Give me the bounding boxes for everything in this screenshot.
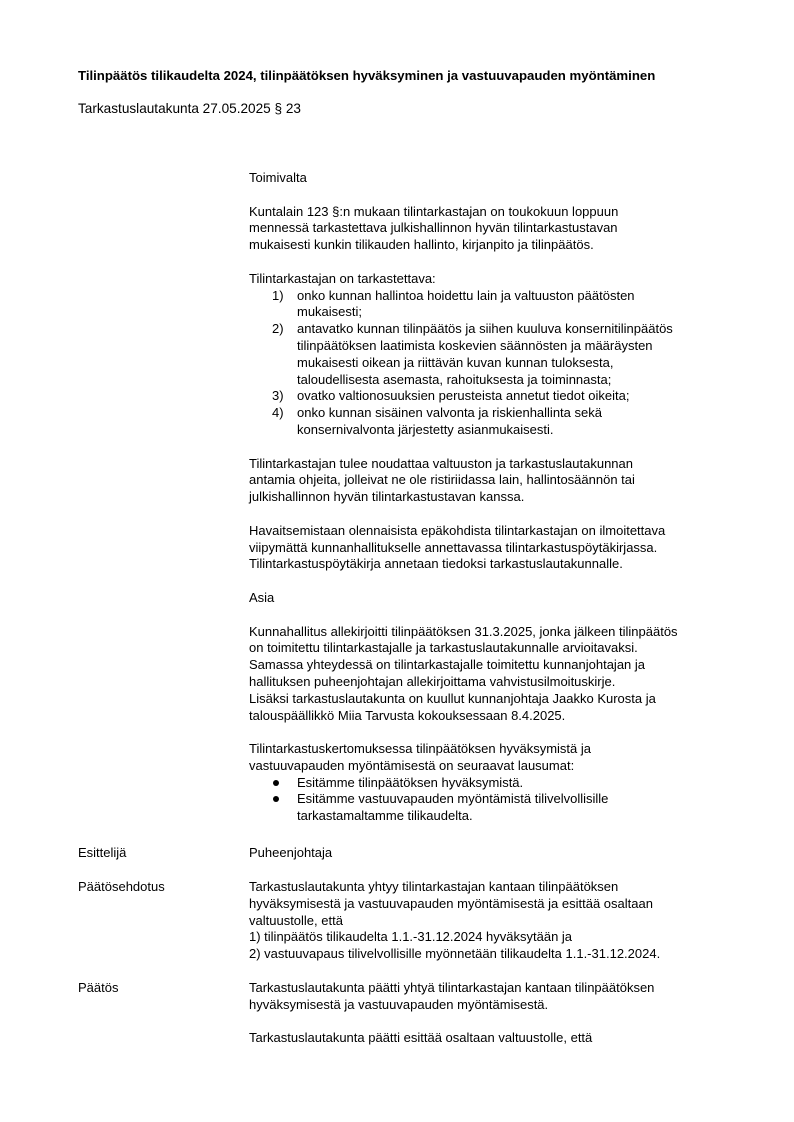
text-line: Havaitsemistaan olennaisista epäkohdista tilintarkastajan on ilmoitettava <box>249 522 666 538</box>
text-line: hyväksymisestä ja vastuuvapauden myöntämisestä ja esittää osaltaan <box>249 895 653 911</box>
list-item <box>249 288 749 322</box>
text-line: mukaisesti kunkin tilikauden hallinto, kirjanpito ja tilinpäätös. <box>249 237 594 253</box>
paragraph-paatos-1 <box>249 980 749 1014</box>
list-item <box>249 791 749 825</box>
meeting-reference: Tarkastuslautakunta 27.05.2025 § 23 <box>78 101 301 116</box>
text-line: viipymättä kunnanhallitukselle annettavassa tilintarkastuspöytäkirjassa. <box>249 539 658 555</box>
list-item <box>249 775 749 792</box>
document-title: Tilinpäätös tilikaudelta 2024, tilinpäätöksen hyväksyminen ja vastuuvapauden myöntäminen <box>78 68 656 83</box>
text-line: konsernivalvonta järjestetty asianmukaisesti. <box>297 421 554 437</box>
text-line: tilinpäätöksen laatimista koskevien säännösten ja määräysten <box>297 337 653 353</box>
text-line: Lisäksi tarkastuslautakunta on kuullut kunnanjohtaja Jaakko Kurosta ja <box>249 690 656 706</box>
text-line: vastuuvapauden myöntämisestä on seuraavat lausumat: <box>249 757 575 773</box>
list-item <box>249 405 749 439</box>
text-line: antavatko kunnan tilinpäätös ja siihen kuuluva konsernitilinpäätös <box>297 321 673 337</box>
text-line: onko kunnan hallintoa hoidettu lain ja valtuuston päätösten <box>297 287 635 303</box>
paragraph-epakohdat <box>249 523 749 573</box>
bullet-icon <box>273 796 279 802</box>
section-heading-asia: Asia <box>249 589 275 605</box>
label-paatos: Päätös <box>78 980 119 995</box>
paragraph-ohjeet <box>249 456 749 506</box>
text-line: Samassa yhteydessä on tilintarkastajalle toimitettu kunnanjohtajan ja <box>249 657 646 673</box>
paragraph-allekirjoitus <box>249 624 749 725</box>
text-line: 1) tilinpäätös tilikaudelta 1.1.-31.12.2024 hyväksytään ja <box>249 929 573 945</box>
text-line: antamia ohjeita, jolleivat ne ole ristiriidassa lain, hallintosäännön tai <box>249 472 635 488</box>
text-line: Tilintarkastuspöytäkirja annetaan tiedoksi tarkastuslautakunnalle. <box>249 556 623 572</box>
text-line: valtuustolle, että <box>249 912 343 928</box>
text-line: Tarkastuslautakunta päätti esittää osaltaan valtuustolle, että <box>249 1030 593 1046</box>
value-paatosehdotus <box>249 879 749 963</box>
text-line: Tilintarkastuskertomuksessa tilinpäätöksen hyväksymistä ja <box>249 741 591 757</box>
label-paatosehdotus: Päätösehdotus <box>78 879 165 894</box>
list-number: 1) <box>272 287 284 303</box>
bullet-icon <box>273 780 279 786</box>
text-line: Tarkastuslautakunta päätti yhtyä tilintarkastajan kantaan tilinpäätöksen <box>249 980 655 995</box>
list-number: 3) <box>272 388 284 404</box>
text-line: on toimitettu tilintarkastajalle ja tarkastuslautakunnalle arvioitavaksi. <box>249 640 638 656</box>
text-line: hallituksen puheenjohtajan allekirjoittama vahvistusilmoituskirje. <box>249 673 616 689</box>
text-line: mukaisesti; <box>297 304 363 320</box>
text-line: Esitämme vastuuvapauden myöntämistä tilivelvollisille <box>297 791 609 807</box>
value-paatos <box>249 980 749 1047</box>
text-line: Kuntalain 123 §:n mukaan tilintarkastajan on toukokuun loppuun <box>249 203 619 219</box>
text-line: Tarkastuslautakunta yhtyy tilintarkastajan kantaan tilinpäätöksen <box>249 879 619 894</box>
audit-items-list <box>249 288 749 439</box>
text-line: taloudellisesta asemasta, rahoituksesta ja toiminnasta; <box>297 371 612 387</box>
text-line: mukaisesti oikean ja riittävän kuvan kunnan tuloksesta, <box>297 354 614 370</box>
text-line: ovatko valtionosuuksien perusteista annetut tiedot oikeita; <box>297 388 630 404</box>
paragraph-lausumat <box>249 741 749 775</box>
main-content <box>249 170 749 825</box>
text-line: talouspäällikkö Miia Tarvusta kokouksessaan 8.4.2025. <box>249 707 566 723</box>
list-intro: Tilintarkastajan on tarkastettava: <box>249 270 436 286</box>
list-number: 4) <box>272 405 284 421</box>
list-item <box>249 321 749 388</box>
text-line: hyväksymisestä ja vastuuvapauden myöntämisestä. <box>249 996 549 1012</box>
text-line: julkishallinnon hyvän tilintarkastustavan kanssa. <box>249 489 525 505</box>
paragraph-paatos-2 <box>249 1030 749 1047</box>
text-line: Kunnahallitus allekirjoitti tilinpäätöksen 31.3.2025, jonka jälkeen tilinpäätös <box>249 623 678 639</box>
paragraph-kuntalaki <box>249 204 749 254</box>
text-line: tarkastamaltamme tilikaudelta. <box>297 808 473 824</box>
value-esittelija: Puheenjohtaja <box>249 845 333 860</box>
text-line: onko kunnan sisäinen valvonta ja riskienhallinta sekä <box>297 405 602 421</box>
list-item <box>249 388 749 405</box>
text-line: Esitämme tilinpäätöksen hyväksymistä. <box>297 774 524 790</box>
section-heading-toimivalta: Toimivalta <box>249 170 307 185</box>
text-line: Tilintarkastajan tulee noudattaa valtuuston ja tarkastuslautakunnan <box>249 455 633 471</box>
label-esittelija: Esittelijä <box>78 845 127 860</box>
list-number: 2) <box>272 321 284 337</box>
statements-list <box>249 775 749 825</box>
text-line: mennessä tarkastettava julkishallinnon hyvän tilintarkastustavan <box>249 220 618 236</box>
text-line: 2) vastuuvapaus tilivelvollisille myönnetään tilikaudelta 1.1.-31.12.2024. <box>249 946 661 962</box>
